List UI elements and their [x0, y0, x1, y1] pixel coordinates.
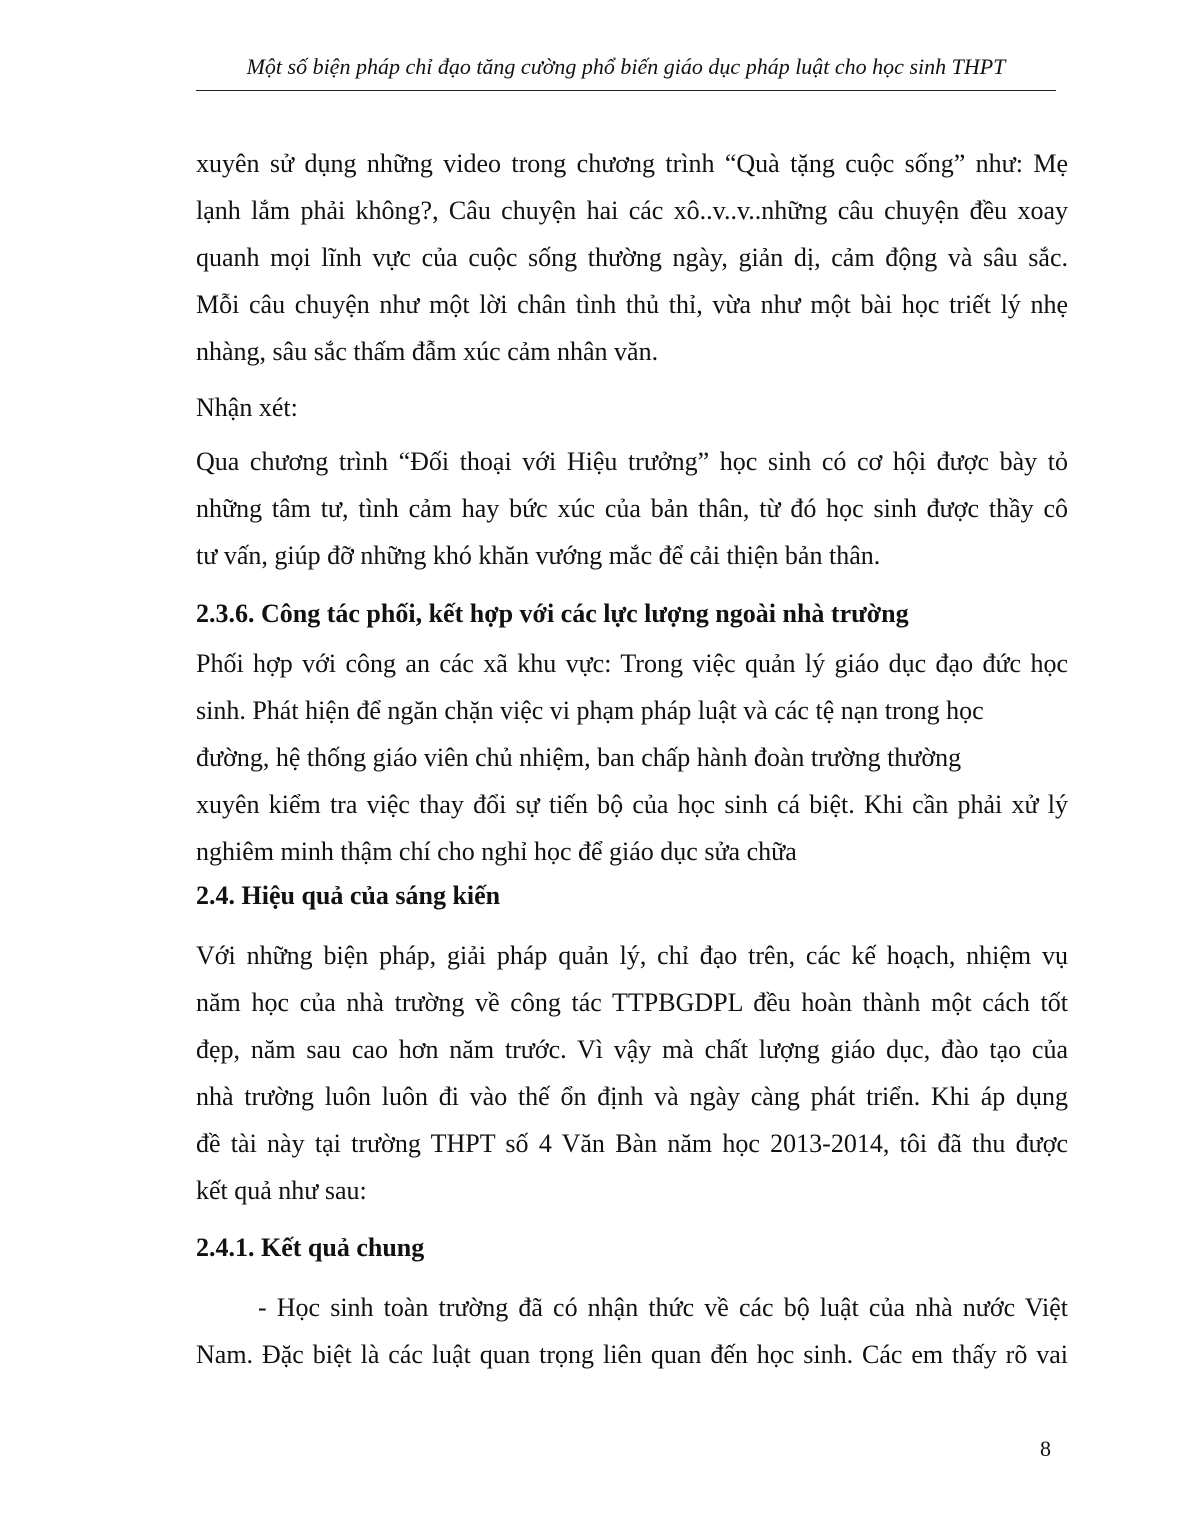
running-header-text: Một số biện pháp chỉ đạo tăng cường phổ biến giáo dục pháp luật cho học sinh THPT	[246, 54, 1006, 79]
text-line: đề tài này tại trường THPT số 4 Văn Bàn năm học 2013-2014, tôi đã thu được	[196, 1129, 1068, 1158]
section-heading-2-3-6: 2.3.6. Công tác phối, kết hợp với các lực lượng ngoài nhà trường	[196, 599, 909, 628]
paragraph-coordination-police	[196, 640, 1068, 875]
text-line: xuyên sử dụng những video trong chương trình “Quà tặng cuộc sống” như: Mẹ	[196, 149, 1068, 178]
paragraph-general-results	[196, 1284, 1068, 1378]
text-line: sinh. Phát hiện để ngăn chặn việc vi phạm pháp luật và các tệ nạn trong học	[196, 696, 984, 725]
page-number: 8	[1040, 1436, 1051, 1461]
text-line: - Học sinh toàn trường đã có nhận thức về các bộ luật của nhà nước Việt	[258, 1293, 1068, 1322]
text-line: Phối hợp với công an các xã khu vực: Trong việc quản lý giáo dục đạo đức học	[196, 649, 1068, 678]
text-line: nhàng, sâu sắc thấm đẫm xúc cảm nhân văn.	[196, 337, 659, 366]
section-heading-2-4: 2.4. Hiệu quả của sáng kiến	[196, 881, 501, 910]
running-header	[196, 50, 1056, 91]
text-line: năm học của nhà trường về công tác TTPBGDPL đều hoàn thành một cách tốt	[196, 988, 1068, 1017]
text-line: những tâm tư, tình cảm hay bức xúc của bản thân, từ đó học sinh được thầy cô	[196, 494, 1068, 523]
text-line: đẹp, năm sau cao hơn năm trước. Vì vậy mà chất lượng giáo dục, đào tạo của	[196, 1035, 1068, 1064]
paragraph-video-programs	[196, 140, 1068, 375]
text-line: kết quả như sau:	[196, 1176, 367, 1205]
text-line: xuyên kiểm tra việc thay đổi sự tiến bộ của học sinh cá biệt. Khi cần phải xử lý	[196, 790, 1068, 819]
text-line: Mỗi câu chuyện như một lời chân tình thủ thỉ, vừa như một bài học triết lý nhẹ	[196, 290, 1068, 319]
text-line: nhà trường luôn luôn đi vào thế ổn định và ngày càng phát triển. Khi áp dụng	[196, 1082, 1068, 1111]
text-line: lạnh lắm phải không?, Câu chuyện hai các xô..v..v..những câu chuyện đều xoay	[196, 196, 1068, 225]
remark-label-text: Nhận xét:	[196, 393, 298, 422]
text-line: đường, hệ thống giáo viên chủ nhiệm, ban chấp hành đoàn trường thường	[196, 743, 962, 772]
text-line: quanh mọi lĩnh vực của cuộc sống thường ngày, giản dị, cảm động và sâu sắc.	[196, 243, 1068, 272]
remark-label	[196, 384, 1068, 431]
text-line: Nam. Đặc biệt là các luật quan trọng liên quan đến học sinh. Các em thấy rõ vai	[196, 1340, 1068, 1369]
paragraph-effectiveness	[196, 932, 1068, 1214]
section-heading-2-4-1: 2.4.1. Kết quả chung	[196, 1233, 425, 1262]
text-line: nghiêm minh thậm chí cho nghỉ học để giáo dục sửa chữa	[196, 837, 797, 866]
paragraph-dialogue-principal	[196, 438, 1068, 579]
text-line: Qua chương trình “Đối thoại với Hiệu trưởng” học sinh có cơ hội được bày tỏ	[196, 447, 1068, 476]
text-line: tư vấn, giúp đỡ những khó khăn vướng mắc để cải thiện bản thân.	[196, 541, 881, 570]
text-line: Với những biện pháp, giải pháp quản lý, chỉ đạo trên, các kế hoạch, nhiệm vụ	[196, 941, 1068, 970]
